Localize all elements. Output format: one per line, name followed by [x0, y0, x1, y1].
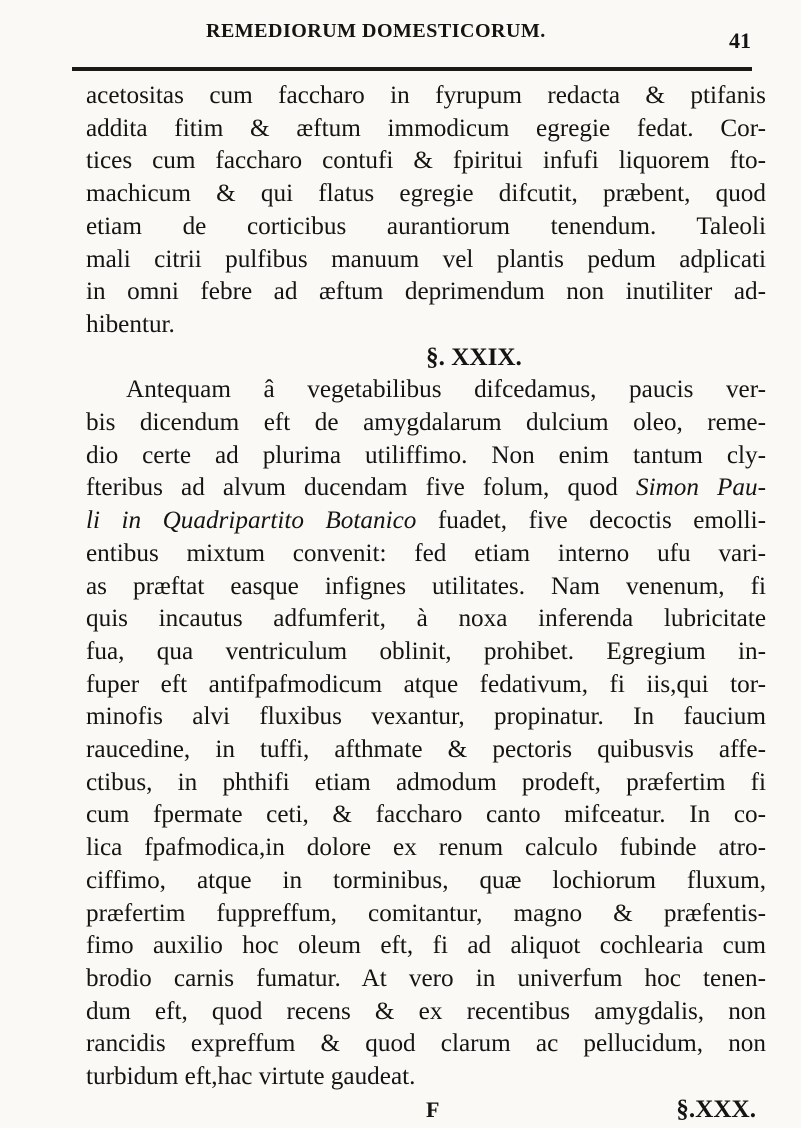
text-line: tices cum faccharo contufi & fpiritui infufi liquorem fto- — [86, 147, 766, 175]
text-line: addita fitim & æftum immodicum egregie fedat. Cor- — [86, 114, 766, 142]
book-title: li in Quadripartito Botanico — [86, 507, 417, 535]
text-line: as præftat easque infignes utilitates. Nam venenum, fi — [86, 572, 766, 600]
body-text — [86, 80, 766, 1128]
text-line: entibus mixtum convenit: fed etiam interno ufu vari- — [86, 539, 766, 567]
text-line: præfertim fuppreffum, comitantur, magno & præfentis- — [86, 899, 766, 927]
header-rule — [72, 67, 752, 71]
text-line: minofis alvi fluxibus vexantur, propinatur. In faucium — [86, 703, 766, 731]
text-line: dum eft, quod recens & ex recentibus amygdalis, non — [86, 997, 766, 1025]
text-line: fimo auxilio hoc oleum eft, fi ad aliquot cochlearia cum — [86, 932, 766, 960]
text-line — [86, 472, 766, 505]
page-number: 41 — [729, 28, 751, 53]
text-line: cum fpermate ceti, & faccharo canto mifceatur. In co- — [86, 801, 766, 829]
text-line: machicum & qui flatus egregie difcutit, præbent, quod — [86, 180, 766, 208]
text-line: etiam de corticibus aurantiorum tenendum. Taleoli — [86, 212, 766, 240]
text-line: hibentur. — [86, 310, 175, 338]
text-line: turbidum eft,hac virtute gaudeat. — [86, 1063, 416, 1091]
text-line: acetositas cum faccharo in fyrupum redacta & ptifanis — [86, 82, 766, 109]
text-line: rancidis expreffum & quod clarum ac pellucidum, non — [86, 1030, 766, 1058]
text-line: quis incautus adfumferit, à noxa inferenda lubricitate — [86, 605, 766, 633]
text-line: raucedine, in tuffi, afthmate & pectoris quibusvis affe- — [86, 736, 766, 764]
text-line: dio certe ad plurima utiliffimo. Non enim tantum cly- — [86, 441, 766, 469]
text-line: Antequam â vegetabilibus difcedamus, paucis ver- — [126, 376, 766, 404]
text-line — [86, 505, 766, 538]
text-fragment: fuadet, five decoctis emolli- — [437, 507, 766, 535]
text-line: fua, qua ventriculum oblinit, prohibet. Egregium in- — [86, 637, 766, 665]
text-line: lica fpafmodica,in dolore ex renum calculo fubinde atro- — [86, 834, 766, 862]
running-head — [206, 14, 751, 53]
text-line: in omni febre ad æftum deprimendum non inutiliter ad- — [86, 278, 766, 306]
catchwords — [86, 1094, 766, 1128]
section-heading: §. XXIX. — [426, 343, 522, 371]
text-line: bis dicendum eft de amygdalarum dulcium oleo, reme- — [86, 409, 766, 437]
catchword: §.XXX. — [676, 1095, 756, 1123]
text-line: fuper eft antifpafmodicum atque fedativum, fi iis,qui tor- — [86, 670, 766, 698]
text-line: mali citrii pulfibus manuum vel plantis pedum adplicati — [86, 245, 766, 273]
signature-mark: F — [426, 1096, 440, 1122]
author-name: Simon Pau- — [635, 474, 767, 502]
running-title: REMEDIORUM DOMESTICORUM. — [206, 20, 546, 42]
text-line: brodio carnis fumatur. At vero in univerfum hoc tenen- — [86, 964, 766, 992]
text-line: ciffimo, atque in torminibus, quæ lochiorum fluxum, — [86, 866, 766, 894]
text-fragment: fteribus ad alvum ducendam five folum, quod — [86, 474, 618, 502]
text-line: ctibus, in phthifi etiam admodum prodeft, præfertim fi — [86, 768, 766, 796]
